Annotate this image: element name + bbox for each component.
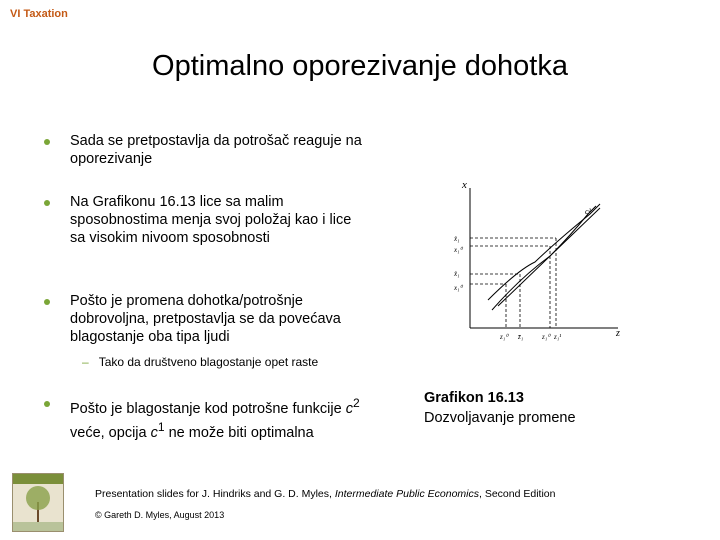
footer-credit: Presentation slides for J. Hindriks and G. D. Myles, Intermediate Public Economics, Second Edition bbox=[95, 488, 556, 500]
y-tick: x₁⁰ bbox=[454, 246, 463, 254]
bullet-1 bbox=[44, 132, 364, 168]
bullet-4 bbox=[44, 394, 364, 442]
bullet-2 bbox=[44, 193, 364, 247]
curve-label: c² bbox=[585, 207, 591, 216]
caption-subtitle: Dozvoljavanje promene bbox=[424, 410, 576, 426]
figure-graph bbox=[440, 170, 630, 345]
bullet-dot-icon bbox=[44, 139, 50, 145]
bullet-dot-icon bbox=[44, 401, 50, 407]
tree-icon bbox=[13, 474, 63, 531]
bullet-text: Sada se pretpostavlja da potrošač reaguje na oporezivanje bbox=[70, 133, 362, 167]
curve-c2 bbox=[498, 208, 600, 306]
sub-bullet-text: Tako da društveno blagostanje opet raste bbox=[98, 355, 319, 369]
y-axis-label: x bbox=[462, 179, 467, 191]
x-tick: z₁⁰ bbox=[542, 333, 550, 341]
y-tick: x̂₁ bbox=[454, 235, 460, 243]
bullet-dot-icon bbox=[44, 299, 50, 305]
bullet-text: Na Grafikonu 16.13 lice sa malim sposobnostima menja svoj položaj kao i lice sa visokim nivoom sposobnosti bbox=[70, 194, 352, 246]
caption-title: Grafikon 16.13 bbox=[424, 390, 524, 406]
book-cover-image bbox=[12, 473, 64, 532]
sub-bullet bbox=[82, 355, 318, 369]
bullet-text: Pošto je promena dohotka/potrošnje dobrovoljna, pretpostavlja se da povećava blagostanje oba tipa ljudi bbox=[70, 293, 341, 345]
slide-title: Optimalno oporezivanje dohotka bbox=[152, 50, 568, 82]
x-tick: z₁¹ bbox=[554, 333, 562, 341]
x-axis-label: z bbox=[616, 328, 620, 339]
footer-copyright: © Gareth D. Myles, August 2013 bbox=[95, 510, 225, 520]
y-tick: x̂₁ bbox=[454, 270, 460, 278]
y-tick: x₁⁰ bbox=[454, 284, 463, 292]
x-tick: z̄₁ bbox=[518, 333, 524, 341]
section-tag: VI Taxation bbox=[10, 8, 68, 20]
x-tick: z₁⁰ bbox=[500, 333, 508, 341]
bullet-3 bbox=[44, 292, 364, 346]
bullet-dot-icon bbox=[44, 200, 50, 206]
figure-caption bbox=[424, 388, 576, 428]
bullet-text: Pošto je blagostanje kod potrošne funkcije $c^2$ veće, opcija $c^1$ ne može biti optimalna bbox=[70, 396, 360, 441]
curve-c1 bbox=[488, 204, 600, 300]
dash-icon: – bbox=[82, 355, 89, 369]
